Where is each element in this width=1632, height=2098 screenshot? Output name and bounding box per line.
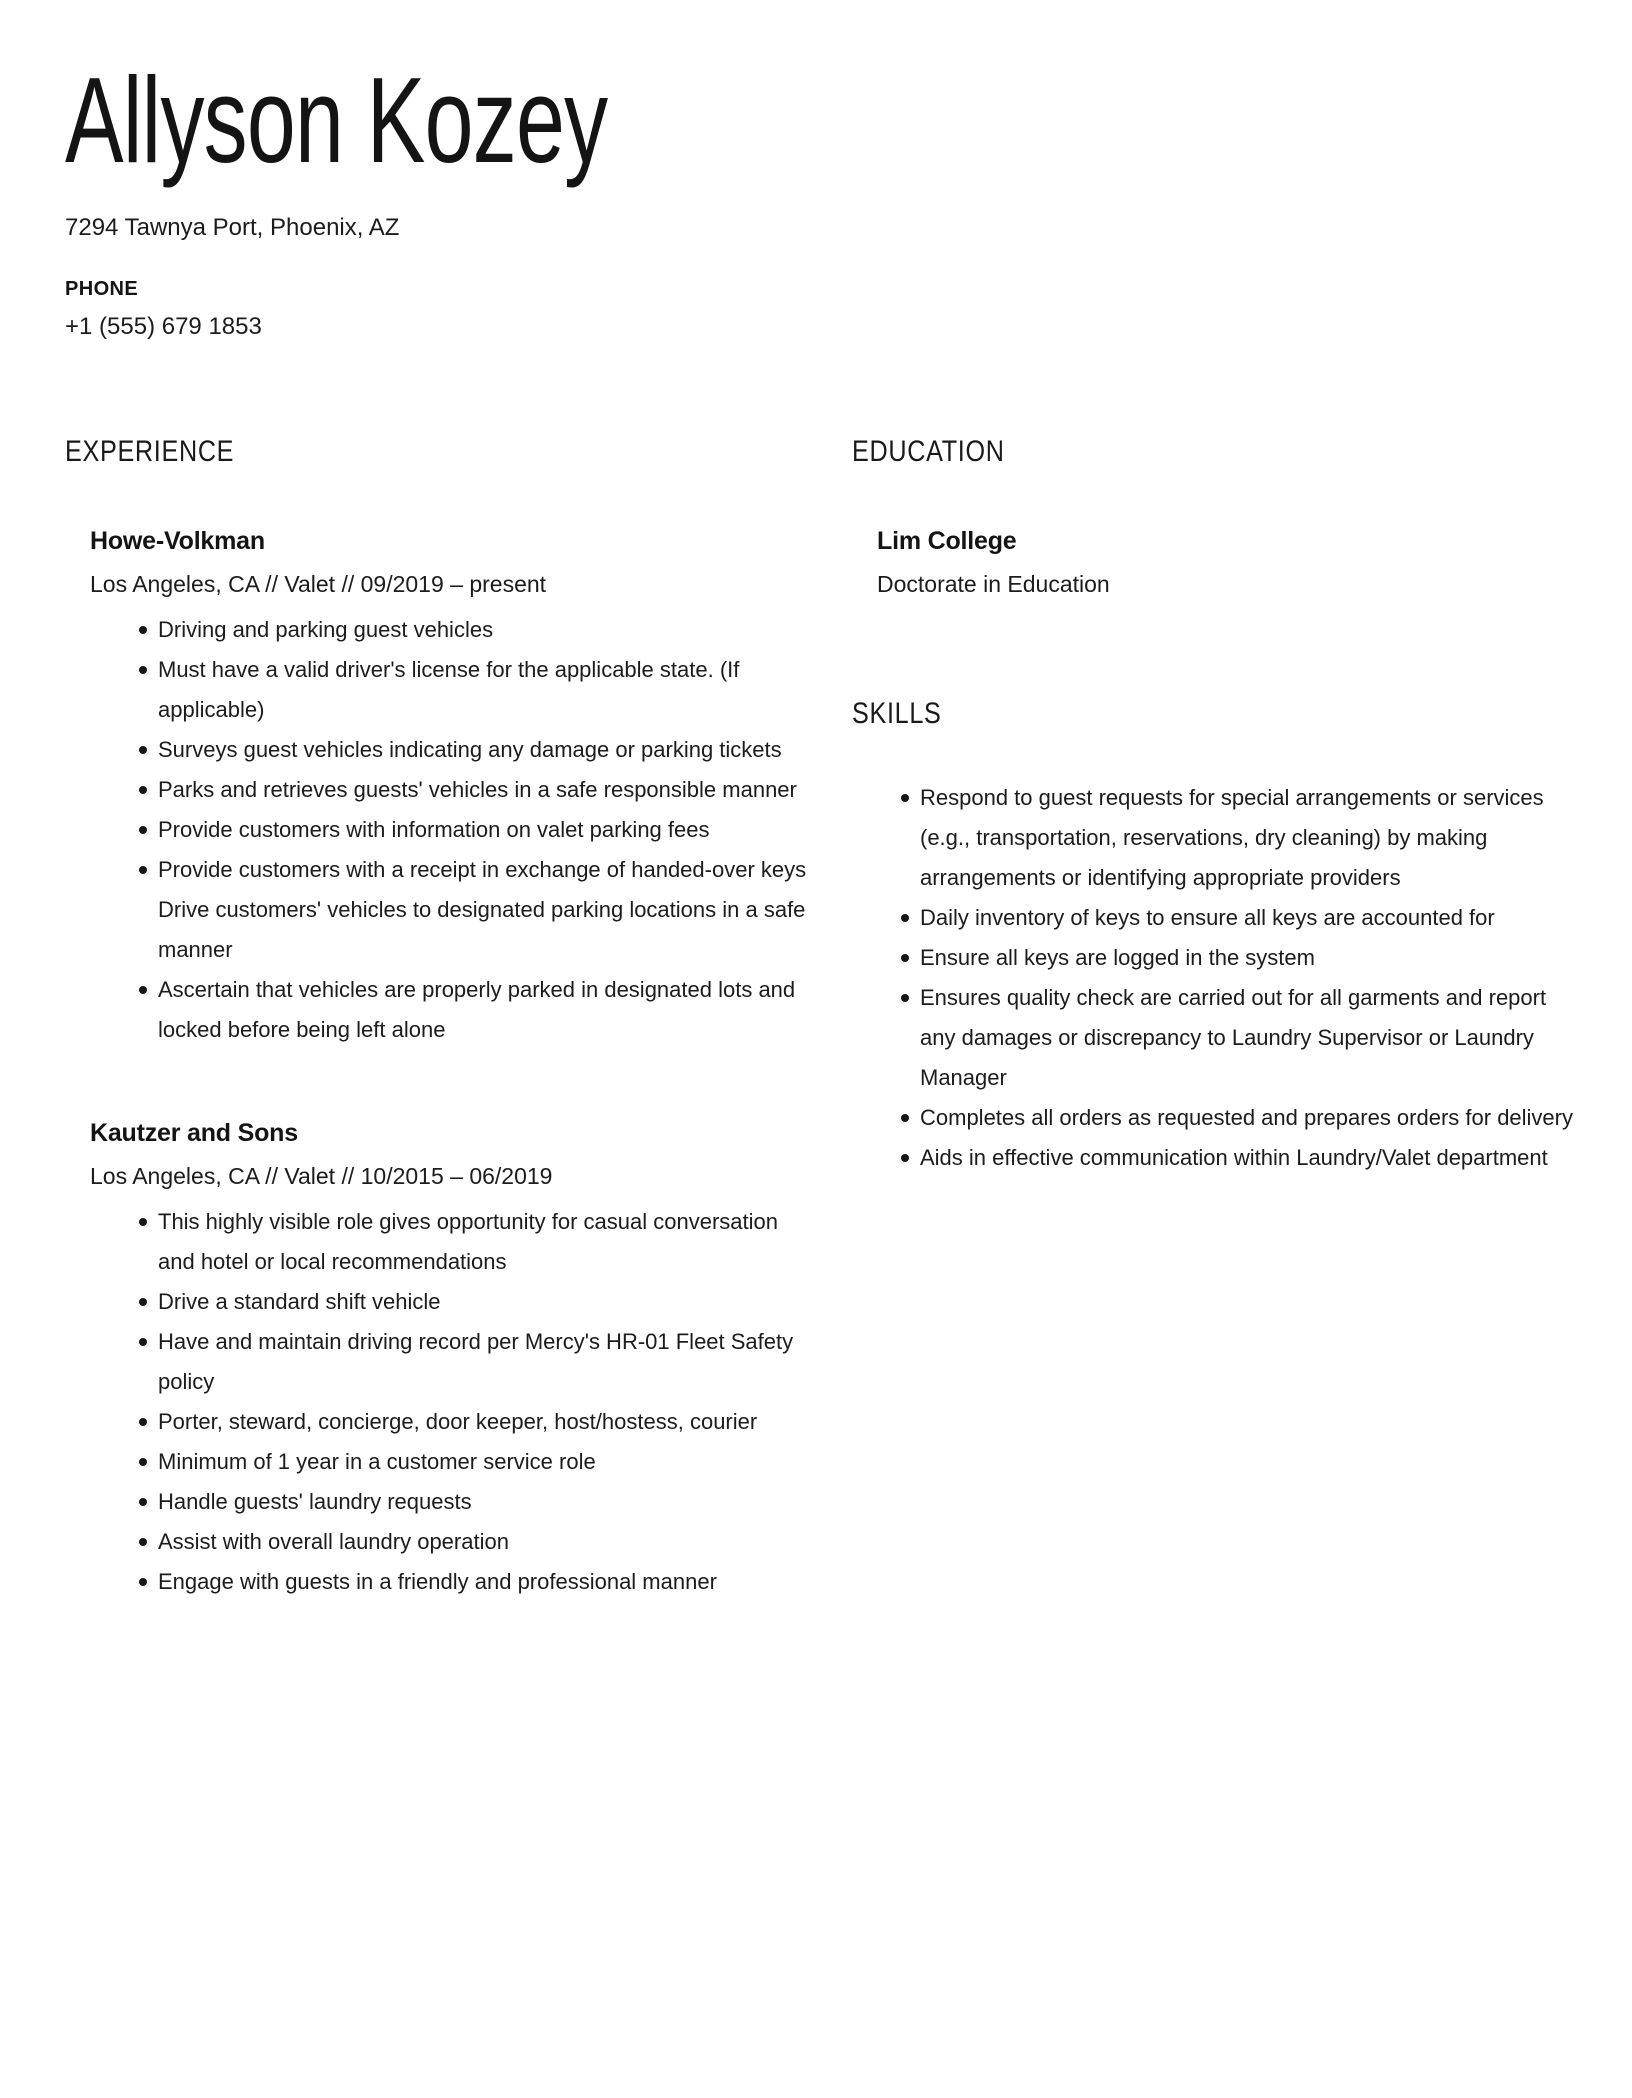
job-bullet: This highly visible role gives opportunity for casual conversation and hotel or local recommendations — [90, 1202, 820, 1282]
job-list — [65, 526, 820, 1602]
phone-label: PHONE — [65, 278, 139, 301]
skills-section — [852, 698, 1587, 1178]
skill-bullet: Completes all orders as requested and prepares orders for delivery — [852, 1098, 1587, 1138]
job-bullet: Must have a valid driver's license for the applicable state. (If applicable) — [90, 650, 820, 730]
job-bullet-list — [90, 1202, 820, 1602]
degree: Doctorate in Education — [877, 571, 1110, 598]
job-bullet: Provide customers with information on valet parking fees — [90, 810, 820, 850]
skill-bullet: Respond to guest requests for special arrangements or services (e.g., transportation, reservations, dry cleaning) by making arrangements or identifying appropriate providers — [852, 778, 1587, 898]
experience-section — [65, 436, 820, 1602]
skills-heading: SKILLS — [852, 697, 942, 731]
job-bullet: Assist with overall laundry operation — [90, 1522, 820, 1562]
candidate-address: 7294 Tawnya Port, Phoenix, AZ — [65, 214, 400, 242]
job-bullet: Surveys guest vehicles indicating any damage or parking tickets — [90, 730, 820, 770]
candidate-name: Allyson Kozey — [65, 52, 608, 188]
education-skills-column — [852, 436, 1587, 1178]
education-heading: EDUCATION — [852, 435, 1005, 469]
job-bullet: Handle guests' laundry requests — [90, 1482, 820, 1522]
job-meta: Los Angeles, CA // Valet // 09/2019 – present — [90, 571, 547, 598]
content-columns — [0, 436, 1632, 1602]
job-bullet: Driving and parking guest vehicles — [90, 610, 820, 650]
job-entry — [90, 1118, 820, 1602]
skill-bullet: Ensures quality check are carried out for all garments and report any damages or discrepancy to Laundry Supervisor or Laundry Manager — [852, 978, 1587, 1098]
job-bullet: Porter, steward, concierge, door keeper, host/hostess, courier — [90, 1402, 820, 1442]
job-bullet: Provide customers with a receipt in exchange of handed-over keys Drive customers' vehicles to designated parking locations in a safe manner — [90, 850, 820, 970]
job-meta: Los Angeles, CA // Valet // 10/2015 – 06/2019 — [90, 1163, 553, 1190]
job-bullet: Drive a standard shift vehicle — [90, 1282, 820, 1322]
job-bullet: Parks and retrieves guests' vehicles in a safe responsible manner — [90, 770, 820, 810]
school-name: Lim College — [877, 527, 1017, 556]
skill-bullet: Ensure all keys are logged in the system — [852, 938, 1587, 978]
education-entry — [877, 526, 1587, 598]
phone-number: +1 (555) 679 1853 — [65, 313, 262, 341]
resume-header — [0, 0, 1632, 341]
job-bullet: Have and maintain driving record per Mercy's HR-01 Fleet Safety policy — [90, 1322, 820, 1402]
job-bullet: Minimum of 1 year in a customer service role — [90, 1442, 820, 1482]
company-name: Howe-Volkman — [90, 527, 265, 556]
skill-bullet: Daily inventory of keys to ensure all keys are accounted for — [852, 898, 1587, 938]
experience-column — [65, 436, 820, 1602]
job-bullet-list — [90, 610, 820, 1050]
company-name: Kautzer and Sons — [90, 1119, 298, 1148]
job-bullet: Ascertain that vehicles are properly parked in designated lots and locked before being left alone — [90, 970, 820, 1050]
job-entry — [90, 526, 820, 1050]
skill-bullet: Aids in effective communication within Laundry/Valet department — [852, 1138, 1587, 1178]
experience-heading: EXPERIENCE — [65, 435, 235, 469]
education-section — [852, 436, 1587, 598]
job-bullet: Engage with guests in a friendly and professional manner — [90, 1562, 820, 1602]
skills-list — [852, 778, 1587, 1178]
